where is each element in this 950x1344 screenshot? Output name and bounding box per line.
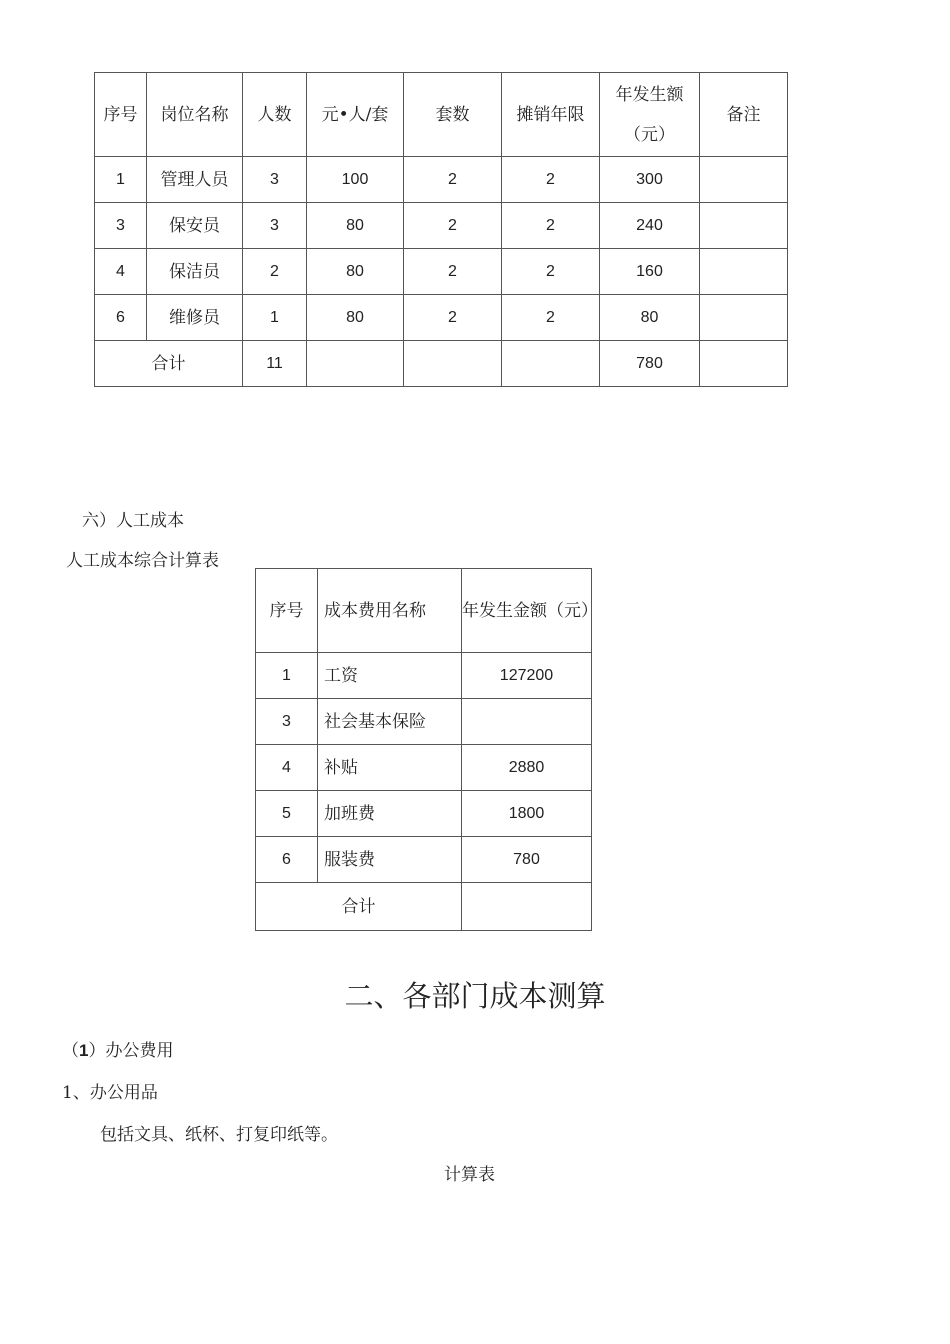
cell-empty	[307, 341, 404, 387]
cell-people: 2	[243, 249, 307, 295]
table-row	[256, 653, 592, 699]
cell-unit-price: 100	[307, 157, 404, 203]
header-unit-price: 元•人/套	[307, 73, 404, 157]
cell-amortization: 2	[502, 295, 600, 341]
header-people: 人数	[243, 73, 307, 157]
cell-position: 保洁员	[147, 249, 243, 295]
cell-empty	[700, 341, 788, 387]
subsection-number: 1	[79, 1041, 89, 1060]
header-position: 岗位名称	[147, 73, 243, 157]
cell-seq: 6	[256, 837, 318, 883]
labor-cost-table	[255, 568, 598, 931]
cell-people: 1	[243, 295, 307, 341]
subsection-title	[62, 1036, 173, 1061]
header-cost-name: 成本费用名称	[318, 569, 462, 653]
table-row	[95, 157, 788, 203]
cell-people: 3	[243, 157, 307, 203]
table-caption: 人工成本综合计算表	[66, 551, 219, 571]
cell-sets: 2	[404, 203, 502, 249]
item-title: 1、办公用品	[62, 1083, 158, 1103]
cell-position: 保安员	[147, 203, 243, 249]
cell-cost-name: 加班费	[318, 791, 462, 837]
cell-remark	[700, 203, 788, 249]
table-row	[95, 203, 788, 249]
cell-amortization: 2	[502, 249, 600, 295]
header-seq: 序号	[256, 569, 318, 653]
cell-annual-amount: 160	[600, 249, 700, 295]
subsection-label: ）办公费用	[88, 1041, 174, 1061]
cell-unit-price: 80	[307, 295, 404, 341]
cell-position: 管理人员	[147, 157, 243, 203]
table-row	[256, 745, 592, 791]
table-header-row	[256, 569, 592, 653]
table-row	[95, 249, 788, 295]
table-caption: 计算表	[444, 1165, 495, 1185]
header-sets: 套数	[404, 73, 502, 157]
cell-seq: 1	[95, 157, 147, 203]
cell-amount	[462, 699, 592, 745]
cell-annual-amount: 240	[600, 203, 700, 249]
header-annual-amount: 年发生金额（元）	[462, 569, 592, 653]
cell-remark	[700, 249, 788, 295]
section-heading: 二、各部门成本测算	[344, 979, 606, 1013]
table-header-row	[95, 73, 788, 157]
cell-sets: 2	[404, 249, 502, 295]
section-title: 六）人工成本	[82, 511, 184, 531]
header-seq: 序号	[95, 73, 147, 157]
cell-position: 维修员	[147, 295, 243, 341]
cell-amount: 127200	[462, 653, 592, 699]
cell-amount: 780	[462, 837, 592, 883]
cell-amount: 2880	[462, 745, 592, 791]
subsection-prefix: （	[62, 1041, 79, 1061]
table-row	[256, 837, 592, 883]
cell-seq: 5	[256, 791, 318, 837]
cell-annual-amount: 300	[600, 157, 700, 203]
cell-people: 3	[243, 203, 307, 249]
table-row	[256, 699, 592, 745]
cell-unit-price: 80	[307, 249, 404, 295]
cell-seq: 3	[256, 699, 318, 745]
total-amount: 780	[600, 341, 700, 387]
cell-amount: 1800	[462, 791, 592, 837]
cell-seq: 3	[95, 203, 147, 249]
total-people: 11	[243, 341, 307, 387]
cell-unit-price: 80	[307, 203, 404, 249]
cell-seq: 4	[256, 745, 318, 791]
cell-cost-name: 社会基本保险	[318, 699, 462, 745]
cell-empty	[404, 341, 502, 387]
total-amount	[462, 883, 592, 931]
uniform-cost-table	[94, 72, 788, 387]
cell-cost-name: 服装费	[318, 837, 462, 883]
cell-remark	[700, 295, 788, 341]
cell-remark	[700, 157, 788, 203]
cell-cost-name: 补贴	[318, 745, 462, 791]
header-remark: 备注	[700, 73, 788, 157]
table-total-row	[256, 883, 592, 931]
item-description: 包括文具、纸杯、打复印纸等。	[100, 1125, 338, 1145]
cell-annual-amount: 80	[600, 295, 700, 341]
cell-cost-name: 工资	[318, 653, 462, 699]
cell-amortization: 2	[502, 203, 600, 249]
cell-amortization: 2	[502, 157, 600, 203]
header-annual-amount: 年发生额（元）	[600, 73, 700, 157]
total-label: 合计	[95, 341, 243, 387]
cell-empty	[502, 341, 600, 387]
cell-sets: 2	[404, 295, 502, 341]
total-label: 合计	[256, 883, 462, 931]
cell-seq: 1	[256, 653, 318, 699]
cell-seq: 6	[95, 295, 147, 341]
cell-sets: 2	[404, 157, 502, 203]
table-row	[256, 791, 592, 837]
table-row	[95, 295, 788, 341]
table-total-row	[95, 341, 788, 387]
cell-seq: 4	[95, 249, 147, 295]
header-amortization: 摊销年限	[502, 73, 600, 157]
